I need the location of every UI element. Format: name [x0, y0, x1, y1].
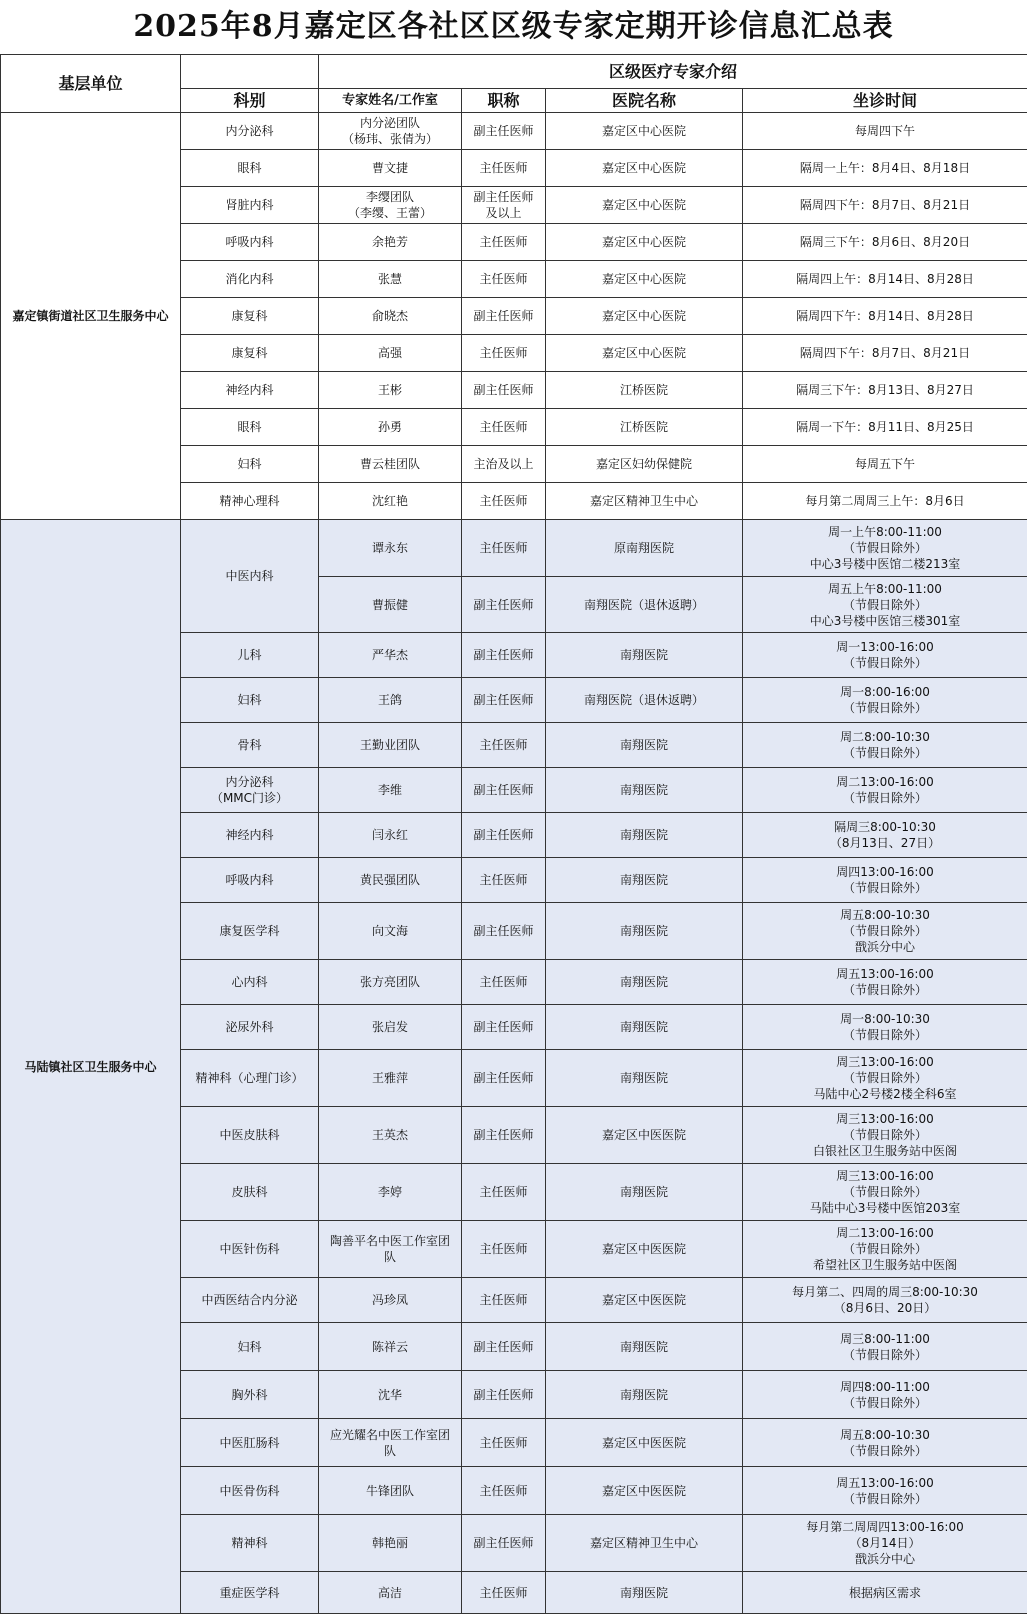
hospital-cell: 嘉定区中心医院	[546, 113, 743, 150]
dept-cell: 中医内科	[181, 520, 319, 633]
hospital-cell: 嘉定区中心医院	[546, 150, 743, 187]
time-cell: 每月第二周周四13:00-16:00 （8月14日） 戬浜分中心	[743, 1515, 1027, 1572]
time-cell: 周四8:00-11:00 （节假日除外）	[743, 1371, 1027, 1419]
expert-cell: 王彬	[319, 372, 462, 409]
hospital-cell: 南翔医院	[546, 633, 743, 678]
hospital-cell: 南翔医院	[546, 723, 743, 768]
time-cell: 周三13:00-16:00 （节假日除外） 马陆中心3号楼中医馆203室	[743, 1164, 1027, 1221]
expert-cell: 沈华	[319, 1371, 462, 1419]
rank-cell: 副主任医师	[462, 113, 546, 150]
dept-cell: 中医皮肤科	[181, 1107, 319, 1164]
time-cell: 隔周三下午：8月13日、8月27日	[743, 372, 1027, 409]
dept-cell: 中医针伤科	[181, 1221, 319, 1278]
time-cell: 周一13:00-16:00 （节假日除外）	[743, 633, 1027, 678]
rank-cell: 副主任医师	[462, 1371, 546, 1419]
dept-cell: 胸外科	[181, 1371, 319, 1419]
hospital-cell: 南翔医院	[546, 1572, 743, 1614]
hospital-cell: 南翔医院	[546, 903, 743, 960]
hospital-cell: 嘉定区精神卫生中心	[546, 483, 743, 520]
hospital-cell: 南翔医院	[546, 858, 743, 903]
group-jiading	[1, 113, 1027, 520]
rank-cell: 副主任医师	[462, 298, 546, 335]
dept-cell: 中西医结合内分泌	[181, 1278, 319, 1323]
hospital-cell: 南翔医院	[546, 1164, 743, 1221]
expert-cell: 严华杰	[319, 633, 462, 678]
dept-cell: 消化内科	[181, 261, 319, 298]
time-cell: 周二13:00-16:00 （节假日除外） 希望社区卫生服务站中医阁	[743, 1221, 1027, 1278]
hospital-cell: 嘉定区中心医院	[546, 224, 743, 261]
expert-cell: 王英杰	[319, 1107, 462, 1164]
hospital-cell: 南翔医院	[546, 768, 743, 813]
time-cell: 隔周四上午：8月14日、8月28日	[743, 261, 1027, 298]
dept-cell: 康复科	[181, 335, 319, 372]
header-expert: 专家姓名/工作室	[319, 89, 462, 113]
rank-cell: 主任医师	[462, 1419, 546, 1467]
expert-cell: 王勤业团队	[319, 723, 462, 768]
dept-cell: 心内科	[181, 960, 319, 1005]
time-cell: 周五8:00-10:30 （节假日除外） 戬浜分中心	[743, 903, 1027, 960]
expert-cell: 内分泌团队 （杨玮、张倩为）	[319, 113, 462, 150]
time-cell: 隔周四下午：8月7日、8月21日	[743, 335, 1027, 372]
hospital-cell: 嘉定区中医医院	[546, 1107, 743, 1164]
dept-cell: 精神科（心理门诊）	[181, 1050, 319, 1107]
header-dept: 科别	[181, 89, 319, 113]
hospital-cell: 江桥医院	[546, 372, 743, 409]
rank-cell: 主任医师	[462, 520, 546, 577]
expert-cell: 闫永红	[319, 813, 462, 858]
dept-cell: 骨科	[181, 723, 319, 768]
rank-cell: 主任医师	[462, 483, 546, 520]
dept-cell: 精神科	[181, 1515, 319, 1572]
expert-cell: 张方亮团队	[319, 960, 462, 1005]
hospital-cell: 嘉定区中医医院	[546, 1419, 743, 1467]
header-rank: 职称	[462, 89, 546, 113]
expert-cell: 曹云桂团队	[319, 446, 462, 483]
dept-cell: 妇科	[181, 1323, 319, 1371]
hospital-cell: 嘉定区中医医院	[546, 1467, 743, 1515]
hospital-cell: 嘉定区中心医院	[546, 335, 743, 372]
time-cell: 隔周四下午：8月14日、8月28日	[743, 298, 1027, 335]
page-title: 2025年8月嘉定区各社区区级专家定期开诊信息汇总表	[133, 9, 894, 44]
expert-cell: 李缨团队 （李缨、王蕾）	[319, 187, 462, 224]
rank-cell: 副主任医师	[462, 1515, 546, 1572]
rank-cell: 副主任医师	[462, 633, 546, 678]
expert-cell: 曹振健	[319, 577, 462, 633]
header-group: 区级医疗专家介绍	[319, 55, 1027, 89]
hospital-cell: 南翔医院	[546, 1371, 743, 1419]
dept-cell: 妇科	[181, 446, 319, 483]
rank-cell: 主任医师	[462, 858, 546, 903]
hospital-cell: 嘉定区中医医院	[546, 1278, 743, 1323]
expert-cell: 张启发	[319, 1005, 462, 1050]
time-cell: 每月第二、四周的周三8:00-10:30 （8月6日、20日）	[743, 1278, 1027, 1323]
time-cell: 每周五下午	[743, 446, 1027, 483]
time-cell: 根据病区需求	[743, 1572, 1027, 1614]
dept-cell: 内分泌科	[181, 113, 319, 150]
expert-cell: 王雅萍	[319, 1050, 462, 1107]
time-cell: 周一8:00-16:00 （节假日除外）	[743, 678, 1027, 723]
rank-cell: 副主任医师	[462, 813, 546, 858]
expert-cell: 沈红艳	[319, 483, 462, 520]
time-cell: 每月第二周周三上午：8月6日	[743, 483, 1027, 520]
header-unit: 基层单位	[1, 55, 181, 113]
rank-cell: 副主任医师	[462, 1005, 546, 1050]
dept-cell: 儿科	[181, 633, 319, 678]
expert-cell: 高强	[319, 335, 462, 372]
hospital-cell: 嘉定区中心医院	[546, 187, 743, 224]
header-hospital: 医院名称	[546, 89, 743, 113]
time-cell: 隔周一下午：8月11日、8月25日	[743, 409, 1027, 446]
hospital-cell: 江桥医院	[546, 409, 743, 446]
dept-cell: 皮肤科	[181, 1164, 319, 1221]
rank-cell: 副主任医师	[462, 903, 546, 960]
rank-cell: 副主任医师	[462, 678, 546, 723]
hospital-cell: 南翔医院	[546, 813, 743, 858]
time-cell: 周三8:00-11:00 （节假日除外）	[743, 1323, 1027, 1371]
hospital-cell: 嘉定区中心医院	[546, 298, 743, 335]
rank-cell: 主任医师	[462, 1467, 546, 1515]
expert-cell: 孙勇	[319, 409, 462, 446]
rank-cell: 副主任医师	[462, 1323, 546, 1371]
time-cell: 周一上午8:00-11:00 （节假日除外） 中心3号楼中医馆二楼213室	[743, 520, 1027, 577]
dept-cell: 肾脏内科	[181, 187, 319, 224]
expert-cell: 黄民强团队	[319, 858, 462, 903]
dept-cell: 精神心理科	[181, 483, 319, 520]
expert-cell: 曹文捷	[319, 150, 462, 187]
expert-cell: 冯珍凤	[319, 1278, 462, 1323]
dept-cell: 神经内科	[181, 372, 319, 409]
dept-cell: 中医肛肠科	[181, 1419, 319, 1467]
time-cell: 周三13:00-16:00 （节假日除外） 白银社区卫生服务站中医阁	[743, 1107, 1027, 1164]
hospital-cell: 南翔医院	[546, 1323, 743, 1371]
table-row	[1, 113, 1027, 150]
hospital-cell: 原南翔医院	[546, 520, 743, 577]
rank-cell: 主任医师	[462, 409, 546, 446]
unit-cell: 嘉定镇街道社区卫生服务中心	[1, 113, 181, 520]
time-cell: 周一8:00-10:30 （节假日除外）	[743, 1005, 1027, 1050]
expert-cell: 王鸽	[319, 678, 462, 723]
rank-cell: 主任医师	[462, 1278, 546, 1323]
time-cell: 周五上午8:00-11:00 （节假日除外） 中心3号楼中医馆三楼301室	[743, 577, 1027, 633]
time-cell: 周二13:00-16:00 （节假日除外）	[743, 768, 1027, 813]
rank-cell: 副主任医师	[462, 1107, 546, 1164]
table-row	[1, 520, 1027, 577]
expert-cell: 张慧	[319, 261, 462, 298]
rank-cell: 主任医师	[462, 723, 546, 768]
expert-cell: 李婷	[319, 1164, 462, 1221]
time-cell: 隔周三下午：8月6日、8月20日	[743, 224, 1027, 261]
dept-cell: 眼科	[181, 409, 319, 446]
time-cell: 隔周三8:00-10:30 （8月13日、27日）	[743, 813, 1027, 858]
rank-cell: 副主任医师	[462, 1050, 546, 1107]
hospital-cell: 南翔医院	[546, 1050, 743, 1107]
schedule-table	[0, 54, 1027, 1614]
unit-cell: 马陆镇社区卫生服务中心	[1, 520, 181, 1614]
header-blank	[181, 55, 319, 89]
rank-cell: 副主任医师	[462, 768, 546, 813]
expert-cell: 牛锋团队	[319, 1467, 462, 1515]
rank-cell: 主任医师	[462, 1221, 546, 1278]
time-cell: 周四13:00-16:00 （节假日除外）	[743, 858, 1027, 903]
rank-cell: 副主任医师 及以上	[462, 187, 546, 224]
dept-cell: 眼科	[181, 150, 319, 187]
time-cell: 隔周四下午：8月7日、8月21日	[743, 187, 1027, 224]
hospital-cell: 嘉定区中心医院	[546, 261, 743, 298]
rank-cell: 主任医师	[462, 261, 546, 298]
time-cell: 周五8:00-10:30 （节假日除外）	[743, 1419, 1027, 1467]
hospital-cell: 南翔医院（退休返聘）	[546, 678, 743, 723]
hospital-cell: 嘉定区妇幼保健院	[546, 446, 743, 483]
dept-cell: 康复科	[181, 298, 319, 335]
dept-cell: 重症医学科	[181, 1572, 319, 1614]
group-malu	[1, 520, 1027, 1614]
hospital-cell: 南翔医院（退休返聘）	[546, 577, 743, 633]
rank-cell: 主任医师	[462, 335, 546, 372]
rank-cell: 主任医师	[462, 1164, 546, 1221]
rank-cell: 副主任医师	[462, 372, 546, 409]
dept-cell: 呼吸内科	[181, 858, 319, 903]
expert-cell: 余艳芳	[319, 224, 462, 261]
hospital-cell: 嘉定区中医医院	[546, 1221, 743, 1278]
rank-cell: 主任医师	[462, 150, 546, 187]
hospital-cell: 南翔医院	[546, 960, 743, 1005]
rank-cell: 副主任医师	[462, 577, 546, 633]
time-cell: 隔周一上午：8月4日、8月18日	[743, 150, 1027, 187]
rank-cell: 主任医师	[462, 224, 546, 261]
dept-cell: 内分泌科 （MMC门诊）	[181, 768, 319, 813]
expert-cell: 谭永东	[319, 520, 462, 577]
time-cell: 周五13:00-16:00 （节假日除外）	[743, 1467, 1027, 1515]
expert-cell: 俞晓杰	[319, 298, 462, 335]
time-cell: 周二8:00-10:30 （节假日除外）	[743, 723, 1027, 768]
dept-cell: 神经内科	[181, 813, 319, 858]
expert-cell: 韩艳丽	[319, 1515, 462, 1572]
expert-cell: 高洁	[319, 1572, 462, 1614]
expert-cell: 向文海	[319, 903, 462, 960]
header-time: 坐诊时间	[743, 89, 1027, 113]
rank-cell: 主任医师	[462, 1572, 546, 1614]
time-cell: 周三13:00-16:00 （节假日除外） 马陆中心2号楼2楼全科6室	[743, 1050, 1027, 1107]
hospital-cell: 嘉定区精神卫生中心	[546, 1515, 743, 1572]
expert-cell: 李维	[319, 768, 462, 813]
time-cell: 每周四下午	[743, 113, 1027, 150]
expert-cell: 应光耀名中医工作室团 队	[319, 1419, 462, 1467]
expert-cell: 陈祥云	[319, 1323, 462, 1371]
dept-cell: 康复医学科	[181, 903, 319, 960]
dept-cell: 中医骨伤科	[181, 1467, 319, 1515]
time-cell: 周五13:00-16:00 （节假日除外）	[743, 960, 1027, 1005]
expert-cell: 陶善平名中医工作室团 队	[319, 1221, 462, 1278]
dept-cell: 呼吸内科	[181, 224, 319, 261]
hospital-cell: 南翔医院	[546, 1005, 743, 1050]
dept-cell: 妇科	[181, 678, 319, 723]
dept-cell: 泌尿外科	[181, 1005, 319, 1050]
rank-cell: 主治及以上	[462, 446, 546, 483]
rank-cell: 主任医师	[462, 960, 546, 1005]
